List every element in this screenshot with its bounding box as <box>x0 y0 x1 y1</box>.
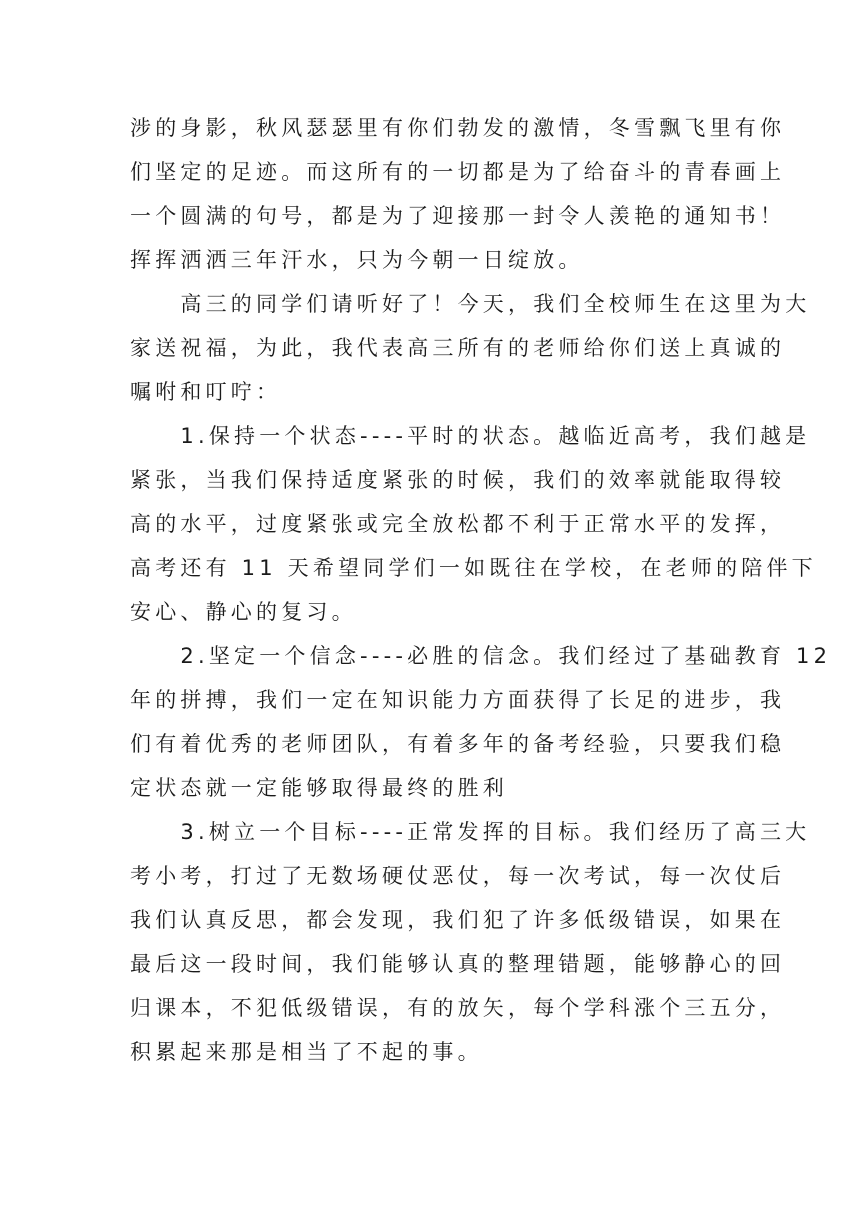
document-body <box>130 106 832 1074</box>
text-line: 涉的身影，秋风瑟瑟里有你们勃发的激情，冬雪飘飞里有你 <box>130 116 786 140</box>
text-line: 高三的同学们请听好了！今天，我们全校师生在这里为大 <box>130 292 811 316</box>
paragraph-2 <box>130 282 811 414</box>
text-line: 高考还有 11 天希望同学们一如既往在学校，在老师的陪伴下 <box>130 556 817 580</box>
text-line: 考小考，打过了无数场硬仗恶仗，每一次考试，每一次仗后 <box>130 864 786 888</box>
text-line: 归课本，不犯低级错误，有的放矢，每个学科涨个三五分， <box>130 996 786 1020</box>
text-line: 年的拼搏，我们一定在知识能力方面获得了长足的进步，我 <box>130 688 786 712</box>
paragraph-4 <box>130 634 832 810</box>
text-line: 高的水平，过度紧张或完全放松都不利于正常水平的发挥， <box>130 512 786 536</box>
paragraph-5 <box>130 810 811 1074</box>
text-line: 一个圆满的句号，都是为了迎接那一封令人羡艳的通知书！ <box>130 204 786 228</box>
text-line: 2.坚定一个信念----必胜的信念。我们经过了基础教育 12 <box>130 644 832 668</box>
text-line: 我们认真反思，都会发现，我们犯了许多低级错误，如果在 <box>130 908 786 932</box>
text-line: 们有着优秀的老师团队，有着多年的备考经验，只要我们稳 <box>130 732 786 756</box>
paragraph-1 <box>130 106 786 282</box>
text-line: 3.树立一个目标----正常发挥的目标。我们经历了高三大 <box>130 820 811 844</box>
text-line: 们坚定的足迹。而这所有的一切都是为了给奋斗的青春画上 <box>130 160 786 184</box>
text-line: 定状态就一定能够取得最终的胜利 <box>130 776 508 800</box>
paragraph-3 <box>130 414 817 634</box>
text-line: 紧张，当我们保持适度紧张的时候，我们的效率就能取得较 <box>130 468 786 492</box>
text-line: 最后这一段时间，我们能够认真的整理错题，能够静心的回 <box>130 952 786 976</box>
text-line: 1.保持一个状态----平时的状态。越临近高考，我们越是 <box>130 424 811 448</box>
text-line: 挥挥洒洒三年汗水，只为今朝一日绽放。 <box>130 248 584 272</box>
text-line: 安心、静心的复习。 <box>130 600 357 624</box>
text-line: 积累起来那是相当了不起的事。 <box>130 1040 483 1064</box>
text-line: 嘱咐和叮咛： <box>130 380 282 404</box>
text-line: 家送祝福，为此，我代表高三所有的老师给你们送上真诚的 <box>130 336 786 360</box>
